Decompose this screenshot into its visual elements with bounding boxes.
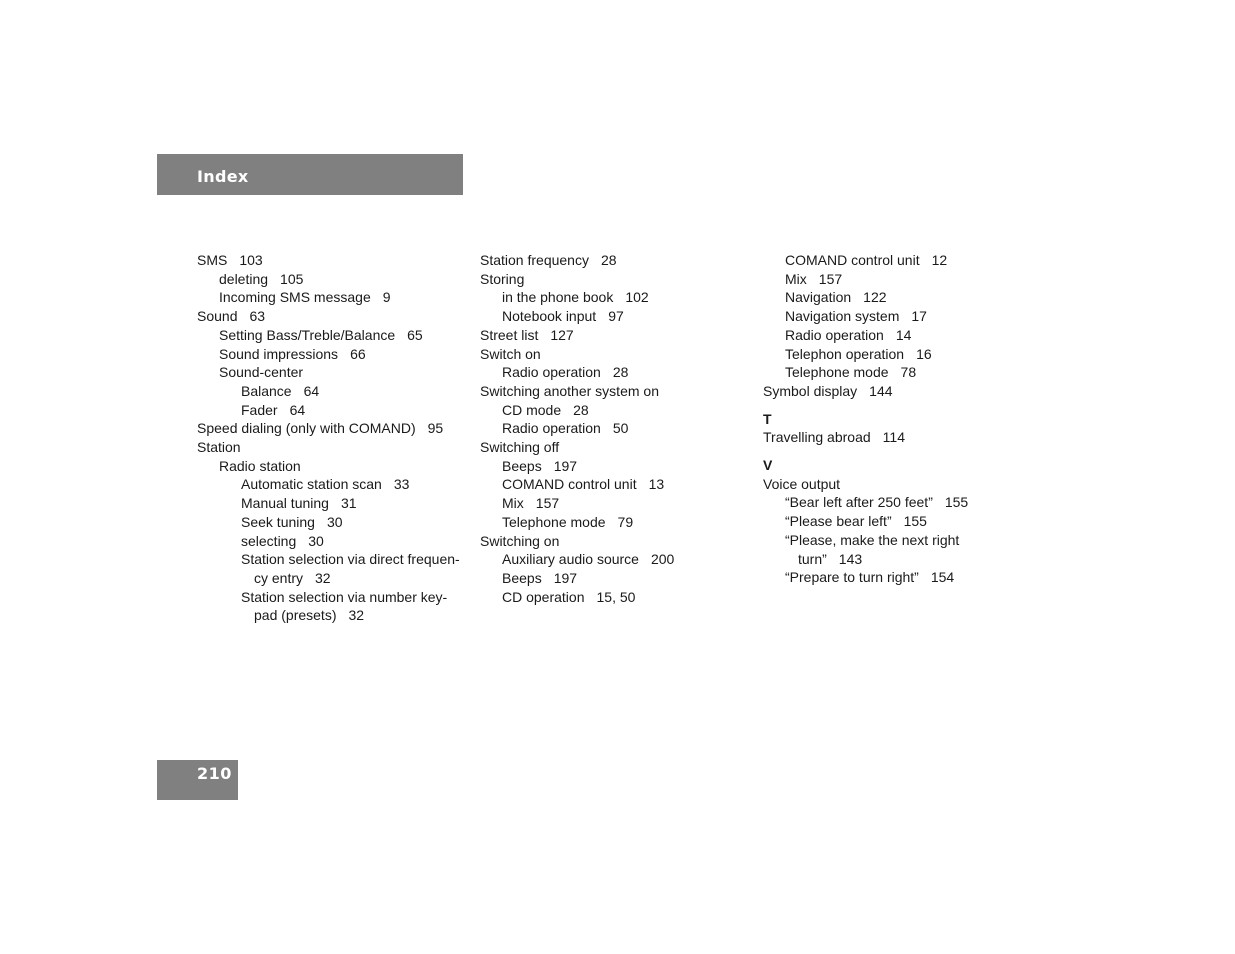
index-entry-text: Sound-center (219, 364, 304, 381)
index-entry-page: 33 (393, 476, 410, 493)
index-entry-page: 197 (553, 457, 578, 474)
index-entry-page: 16 (916, 345, 932, 362)
index-entry-text: “Please bear left” (785, 513, 892, 530)
index-entry-text: Incoming SMS message (219, 289, 371, 306)
index-entry (480, 363, 750, 382)
index-entry-page: 97 (608, 308, 624, 325)
header-bar (157, 154, 463, 195)
index-entry-text: CD mode (502, 401, 562, 418)
index-entry-text: “Prepare to turn right” (785, 569, 919, 586)
index-entry-page: 30 (308, 532, 324, 549)
index-entry-page: 12 (931, 252, 948, 268)
index-entry-page: 122 (863, 289, 887, 306)
index-entry-text: Radio operation (785, 326, 884, 343)
index-entry (763, 428, 1033, 447)
index-entry (197, 532, 467, 551)
index-entry (197, 270, 467, 289)
index-entry-page: 30 (326, 513, 343, 530)
index-entry (197, 494, 467, 513)
index-entry-page: 13 (648, 476, 665, 493)
index-entry-text: “Bear left after 250 feet” (785, 494, 933, 511)
index-entry-text: Telephon operation (785, 345, 905, 362)
index-entry-page: 65 (407, 326, 423, 343)
index-entry-text: Symbol display (763, 382, 858, 399)
index-entry (763, 550, 1033, 569)
index-entry (197, 550, 467, 569)
index-entry-page: 14 (895, 326, 912, 343)
index-entry (197, 419, 467, 438)
index-entry-text: Automatic station scan (241, 476, 382, 493)
index-entry (763, 363, 1033, 382)
index-entry (197, 288, 467, 307)
index-entry (480, 457, 750, 476)
index-entry-text: Switching another system on (480, 382, 659, 399)
index-entry-text: Beeps (502, 457, 542, 474)
index-entry (763, 288, 1033, 307)
index-entry-text: Station selection via number key- (241, 588, 448, 605)
index-entry-text: deleting (219, 270, 269, 287)
index-entry-text: Station frequency (480, 252, 589, 268)
index-entry-page: 197 (553, 569, 578, 586)
index-entry (763, 512, 1033, 531)
index-entry-text: Street list (480, 326, 539, 343)
index-entry (480, 494, 750, 513)
index-entry (197, 475, 467, 494)
index-entry (763, 531, 1033, 550)
index-entry-text: Storing (480, 270, 525, 287)
index-letter-heading: V (763, 457, 773, 474)
index-entry (763, 493, 1033, 512)
index-entry-text: Sound impressions (219, 345, 339, 362)
index-entry (480, 569, 750, 588)
index-entry-text: Station (197, 439, 241, 456)
index-column-1 (197, 251, 467, 625)
index-entry-page: 105 (280, 270, 304, 287)
index-entry-page: 144 (869, 382, 893, 399)
index-entry-page: 155 (903, 513, 927, 530)
index-entry-page: 102 (625, 289, 649, 306)
index-entry (197, 457, 467, 476)
index-entry (480, 401, 750, 420)
index-entry (197, 363, 467, 382)
page-number: 210 (197, 764, 232, 783)
index-entry-text: Telephone mode (502, 513, 606, 530)
index-entry-text: Telephone mode (785, 364, 889, 381)
index-entry-text: selecting (241, 532, 297, 549)
index-entry (197, 382, 467, 401)
index-entry-text: Mix (785, 270, 807, 287)
index-entry-text: Travelling abroad (763, 429, 871, 446)
index-entry (763, 568, 1033, 587)
index-entry-page: 28 (573, 401, 589, 418)
index-entry (480, 288, 750, 307)
index-entry (480, 588, 750, 607)
index-entry-text: Sound (197, 308, 238, 325)
index-entry (197, 606, 467, 625)
index-entry-text: Radio station (219, 457, 301, 474)
index-entry (480, 251, 750, 270)
index-entry-page: 64 (303, 382, 320, 399)
index-entry (480, 270, 750, 289)
index-entry (763, 307, 1033, 326)
index-entry (480, 513, 750, 532)
index-entry (480, 419, 750, 438)
index-entry-page: 155 (944, 494, 969, 511)
index-entry (480, 307, 750, 326)
index-entry (480, 382, 750, 401)
index-entry (197, 326, 467, 345)
index-entry-page: 200 (650, 551, 675, 568)
index-entry-text: Switching on (480, 532, 560, 549)
index-entry (197, 588, 467, 607)
index-entry (763, 345, 1033, 364)
index-entry-page: 28 (612, 364, 629, 381)
index-entry-page: 95 (427, 420, 444, 437)
index-entry (480, 438, 750, 457)
index-entry-text: Station selection via direct frequen- (241, 551, 460, 568)
index-entry (480, 532, 750, 551)
index-entry-text: Beeps (502, 569, 542, 586)
index-entry-text: Radio operation (502, 420, 601, 437)
index-entry-page: 9 (382, 289, 391, 306)
index-entry (197, 401, 467, 420)
index-entry-text: Auxiliary audio source (502, 551, 639, 568)
index-entry-page: 78 (900, 364, 917, 381)
index-entry-page: 157 (818, 270, 843, 287)
page-number-tab (157, 760, 238, 800)
index-entry-text: Fader (241, 401, 278, 418)
index-entry-page: 31 (340, 495, 357, 512)
index-entry-text: Manual tuning (241, 495, 329, 512)
index-entry-text: Setting Bass/Treble/Balance (219, 326, 396, 343)
index-entry-text: Radio operation (502, 364, 601, 381)
index-column-3 (763, 251, 1033, 587)
index-entry (763, 382, 1033, 401)
index-entry-page: 15, 50 (596, 588, 636, 605)
index-entry-text: Notebook input (502, 308, 597, 325)
index-entry (197, 513, 467, 532)
index-entry (197, 307, 467, 326)
index-entry-page: 157 (535, 495, 560, 512)
index-entry (763, 270, 1033, 289)
index-entry-text: in the phone book (502, 289, 614, 306)
index-entry-page: 28 (600, 252, 617, 268)
index-entry-text: Switch on (480, 345, 541, 362)
index-entry (480, 475, 750, 494)
index-entry-text: COMAND control unit (502, 476, 637, 493)
index-entry-text: “Please, make the next right (785, 531, 960, 548)
index-entry-text: Speed dialing (only with COMAND) (197, 420, 416, 437)
index-entry (197, 251, 467, 270)
index-entry-text: cy entry (254, 569, 304, 586)
index-entry-page: 66 (350, 345, 366, 362)
index-entry-page: 64 (289, 401, 306, 418)
index-entry-text: SMS (197, 252, 228, 268)
index-entry (480, 345, 750, 364)
header-title: Index (197, 167, 249, 186)
index-letter-heading: T (763, 410, 772, 427)
index-entry-text: Switching off (480, 439, 560, 456)
index-entry-page: 127 (550, 326, 574, 343)
index-entry-page: 143 (838, 550, 863, 567)
index-entry-text: Navigation system (785, 308, 900, 325)
index-entry-page: 103 (239, 252, 263, 268)
index-entry-text: Navigation (785, 289, 852, 306)
index-entry-text: Seek tuning (241, 513, 315, 530)
index-entry (197, 438, 467, 457)
index-entry (763, 326, 1033, 345)
index-entry (763, 251, 1033, 270)
index-entry-page: 50 (612, 420, 629, 437)
index-entry (197, 569, 467, 588)
index-entry (480, 326, 750, 345)
index-entry-text: Balance (241, 382, 292, 399)
index-entry-page: 17 (911, 308, 927, 325)
index-entry-text: pad (presets) (254, 607, 337, 624)
index-entry-page: 32 (348, 607, 365, 624)
index-entry-text: turn” (798, 550, 827, 567)
index-entry-page: 63 (249, 308, 266, 325)
index-entry-page: 154 (930, 569, 955, 586)
index-entry (197, 345, 467, 364)
index-entry-text: COMAND control unit (785, 252, 920, 268)
index-entry (763, 475, 1033, 494)
index-entry-page: 114 (882, 429, 905, 446)
index-entry-text: CD operation (502, 588, 585, 605)
index-entry-page: 79 (617, 513, 634, 530)
index-entry-page: 32 (315, 569, 331, 586)
index-entry-text: Voice output (763, 475, 841, 492)
index-entry-text: Mix (502, 495, 524, 512)
index-entry (480, 550, 750, 569)
index-column-2 (480, 251, 750, 606)
